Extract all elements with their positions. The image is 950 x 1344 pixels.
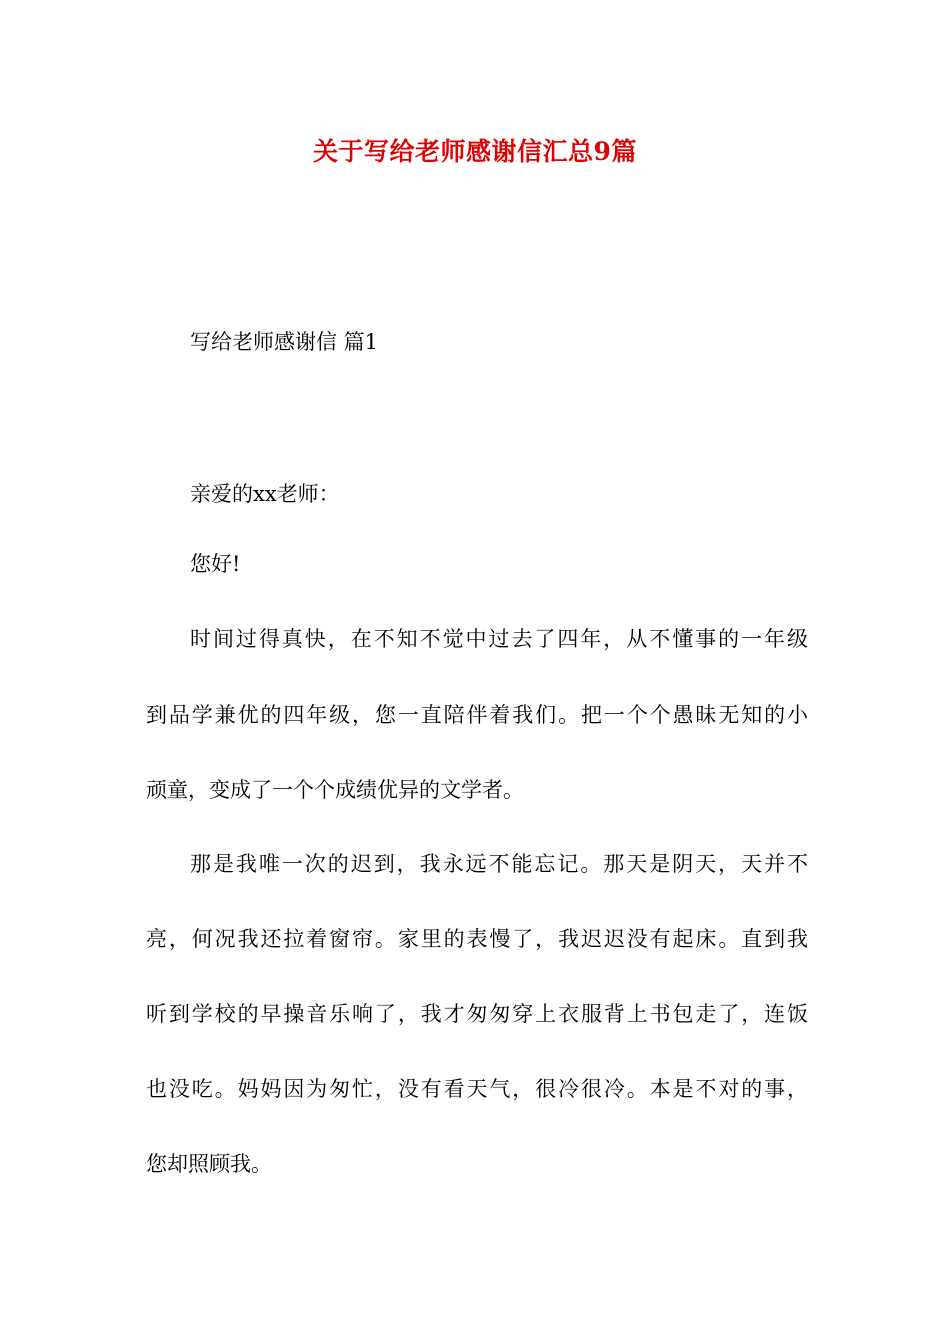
greeting: 您好!	[190, 552, 241, 576]
paragraph-2-line-4: 也没吃。妈妈因为匆忙，没有看天气，很冷很冷。本是不对的事，	[146, 1077, 808, 1101]
salutation: 亲爱的xx老师：	[190, 482, 340, 506]
paragraph-1-line-3: 顽童，变成了一个个成绩优异的文学者。	[146, 778, 524, 802]
paragraph-2-line-1: 那是我唯一次的迟到，我永远不能忘记。那天是阴天，天并不	[190, 852, 808, 876]
paragraph-1-line-2: 到品学兼优的四年级，您一直陪伴着我们。把一个个愚昧无知的小	[146, 703, 808, 727]
section-heading: 写给老师感谢信 篇1	[190, 330, 379, 354]
paragraph-2-line-2: 亮，何况我还拉着窗帘。家里的表慢了，我迟迟没有起床。直到我	[146, 927, 808, 951]
document-title: 关于写给老师感谢信汇总9篇	[313, 137, 637, 166]
paragraph-2-line-3: 听到学校的早操音乐响了，我才匆匆穿上衣服背上书包走了，连饭	[146, 1002, 808, 1026]
paragraph-1-line-1: 时间过得真快，在不知不觉中过去了四年，从不懂事的一年级	[190, 627, 808, 651]
paragraph-2-line-5: 您却照顾我。	[146, 1152, 272, 1176]
